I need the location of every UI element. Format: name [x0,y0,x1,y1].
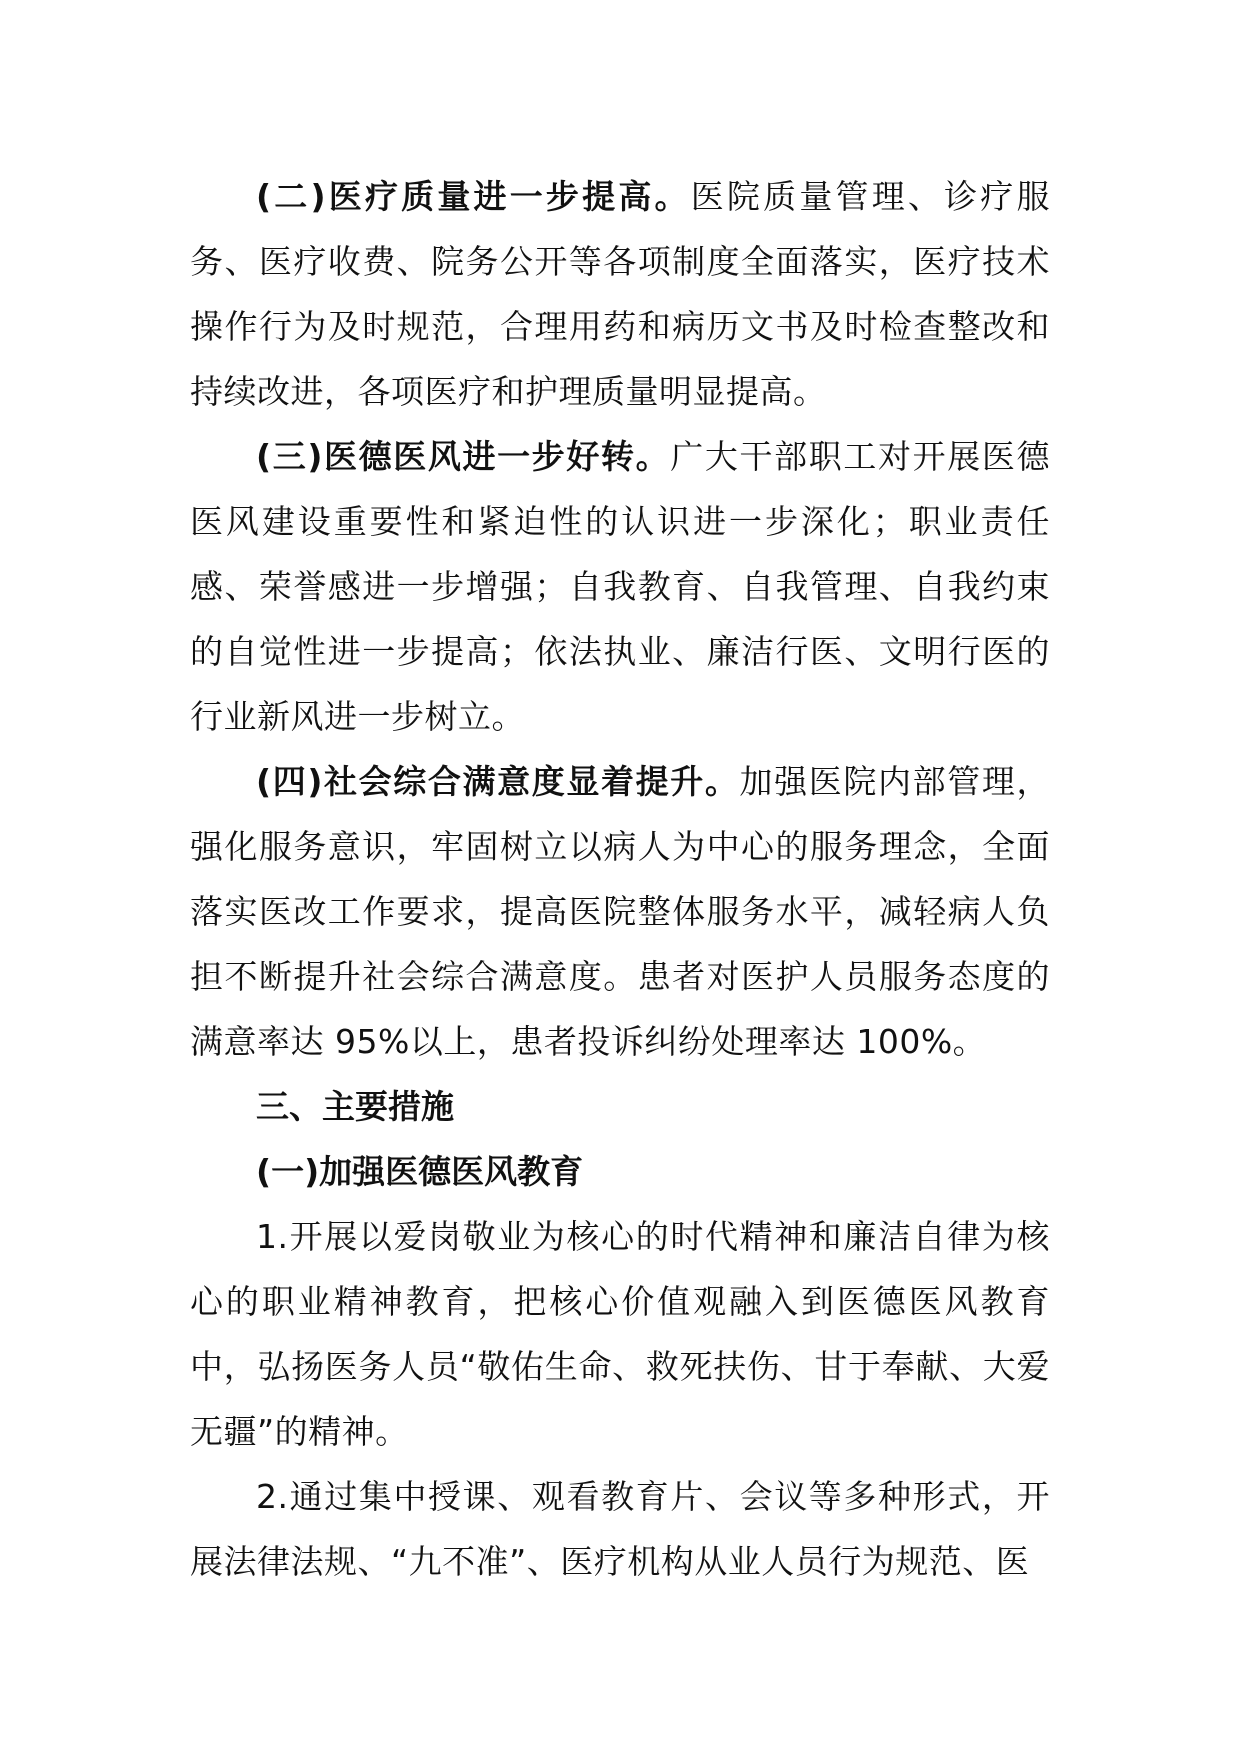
paragraph-body: 加强医院内部管理，强化服务意识，牢固树立以病人为中心的服务理念，全面落实医改工作要求，提高医院整体服务水平，减轻病人负担不断提升社会综合满意度。患者对医护人员服务态度的满意率达 95%以上，患者投诉纠纷处理率达 100%。 [190,762,1050,1061]
document-page [190,164,1050,1594]
paragraph-body: 医院质量管理、诊疗服务、医疗收费、院务公开等各项制度全面落实，医疗技术操作行为及时规范，合理用药和病历文书及时检查整改和持续改进，各项医疗和护理质量明显提高。 [190,177,1051,411]
paragraph-medical-ethics [190,424,1050,749]
paragraph-lead: (四)社会综合满意度显着提升。 [256,762,740,801]
paragraph-lead: (二)医疗质量进一步提高。 [256,177,691,216]
paragraph-lead: (三)医德医风进一步好转。 [256,437,671,476]
sub-heading: (一)加强医德医风教育 [256,1152,584,1191]
list-item-1: 1.开展以爱岗敬业为核心的时代精神和廉洁自律为核心的职业精神教育，把核心价值观融入到医德医风教育中，弘扬医务人员“敬佑生命、救死扶伤、甘于奉献、大爱无疆”的精神。 [190,1217,1050,1451]
list-item-2: 2.通过集中授课、观看教育片、会议等多种形式，开展法律法规、“九不准”、医疗机构从业人员行为规范、医 [190,1477,1050,1581]
paragraph-medical-quality [190,164,1050,424]
section-heading: 三、主要措施 [256,1087,454,1126]
paragraph-body: 广大干部职工对开展医德医风建设重要性和紧迫性的认识进一步深化；职业责任感、荣誉感进一步增强；自我教育、自我管理、自我约束的自觉性进一步提高；依法执业、廉洁行医、文明行医的行业新风进一步树立。 [190,437,1050,736]
paragraph-satisfaction [190,749,1050,1074]
